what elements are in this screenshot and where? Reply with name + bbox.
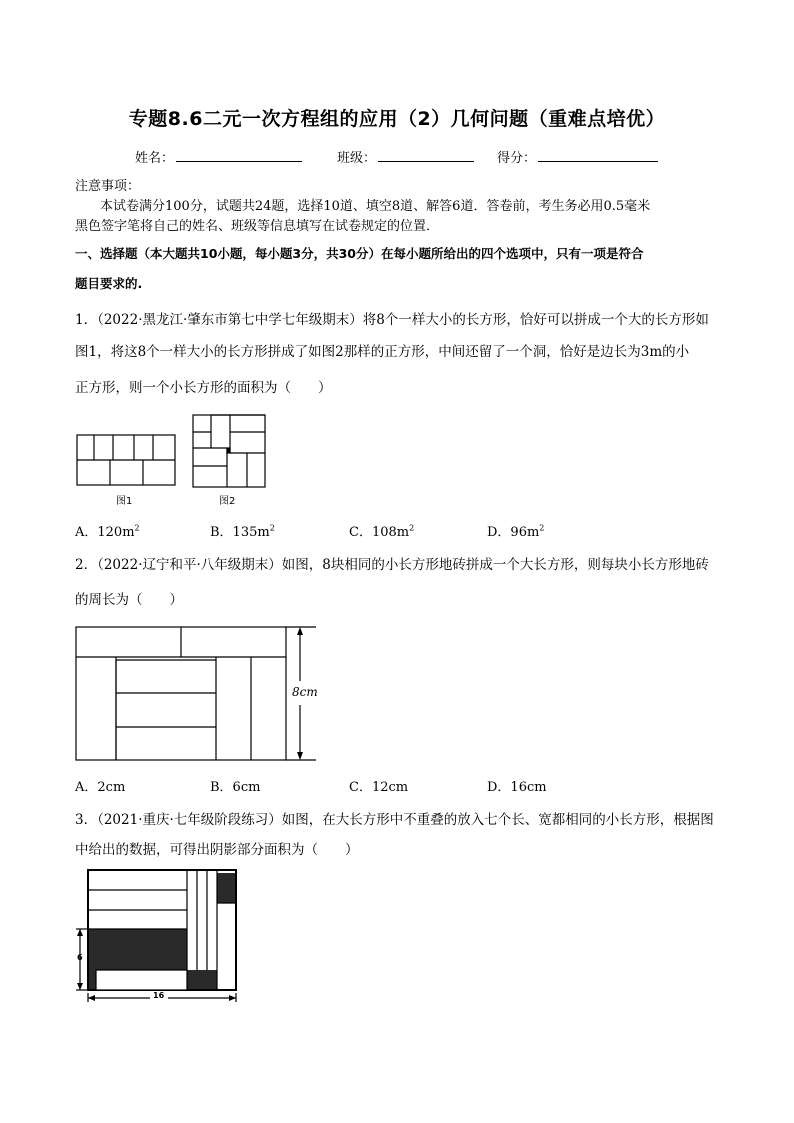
q2-option-a[interactable]: A．2cm bbox=[75, 780, 126, 795]
notice-line-2: 黑色签字笔将自己的姓名、班级等信息填写在试卷规定的位置． bbox=[75, 219, 440, 234]
page-title: 专题8.6二元一次方程组的应用（2）几何问题（重难点培优） bbox=[128, 108, 666, 130]
q3-dimension-label-width: 16 bbox=[153, 991, 165, 1000]
section-heading-line-2: 题目要求的. bbox=[75, 276, 143, 291]
q3-dimension-label-height: 6 bbox=[77, 953, 83, 962]
q1-figure-2-label: 图2 bbox=[219, 496, 236, 507]
q1-option-d[interactable]: D．$96m^2$ bbox=[487, 523, 545, 540]
q1-line-1: 1．（2022·黑龙江·肇东市第七中学七年级期末）将8个一样大小的长方形，恰好可以拼成一个大的长方形如 bbox=[75, 312, 709, 328]
notice-line-1: 本试卷满分100分，试题共24题，选择10道、填空8道、解答6道．答卷前，考生务必用0.5毫米 bbox=[100, 199, 651, 214]
q2-dimension-label: 8cm bbox=[292, 685, 318, 699]
q2-line-2: 的周长为（ ） bbox=[75, 592, 183, 608]
q1-option-b[interactable]: B．$135m^2$ bbox=[210, 523, 275, 540]
q2-option-b[interactable]: B．6cm bbox=[210, 780, 261, 795]
section-heading-line-1: 一、选择题（本大题共10小题，每小题3分，共30分）在每小题所给出的四个选项中，只有一项是符合 bbox=[75, 246, 644, 261]
q2-option-c[interactable]: C．12cm bbox=[349, 780, 409, 795]
q2-line-1: 2．（2022·辽宁和平·八年级期末）如图，8块相同的小长方形地砖拼成一个大长方形，则每块小长方形地砖 bbox=[75, 557, 709, 573]
q2-option-d[interactable]: D．16cm bbox=[487, 780, 547, 795]
notice-heading: 注意事项： bbox=[75, 179, 141, 194]
name-label: 姓名： bbox=[135, 151, 175, 166]
q3-line-2: 中给出的数据，可得出阴影部分面积为（ ） bbox=[75, 842, 359, 858]
q1-option-a[interactable]: A．$120m^2$ bbox=[75, 523, 140, 540]
q1-line-3: 正方形，则一个小长方形的面积为（ ） bbox=[75, 380, 332, 396]
q3-line-1: 3．（2021·重庆·七年级阶段练习）如图，在大长方形中不重叠的放入七个长、宽都相同的小长方形，根据图 bbox=[75, 812, 714, 828]
score-label: 得分： bbox=[497, 151, 537, 166]
q1-option-c[interactable]: C．$108m^2$ bbox=[349, 523, 415, 540]
q1-figure-1-label: 图1 bbox=[116, 496, 133, 507]
class-label: 班级： bbox=[337, 151, 377, 166]
q1-line-2: 图1，将这8个一样大小的长方形拼成了如图2那样的正方形，中间还留了一个洞，恰好是边长为3m的小 bbox=[75, 344, 690, 360]
